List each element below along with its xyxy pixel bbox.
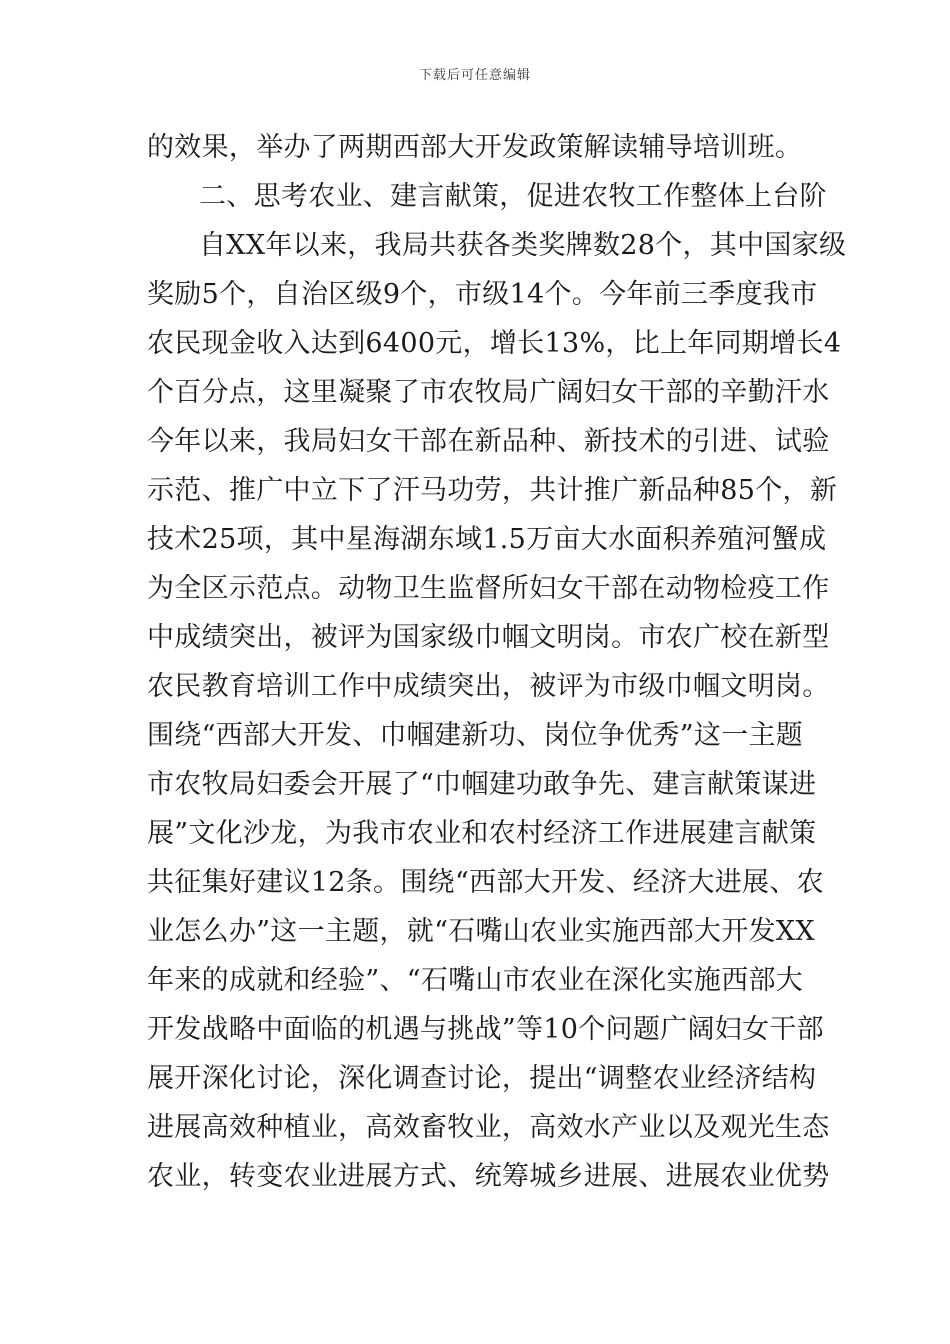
text-line: 业怎么办”这一主题，就“石嘴山农业实施西部大开发XX — [147, 916, 815, 947]
text-line: 奖励5个，自治区级9个，市级14个。今年前三季度我市 — [147, 279, 818, 310]
text-line: 共征集好建议12条。围绕“西部大开发、经济大进展、农 — [147, 867, 824, 898]
text-line: 展开深化讨论，深化调查讨论，提出“调整农业经济结构 — [147, 1063, 817, 1094]
text-line: 开发战略中面临的机遇与挑战”等10个问题广阔妇女干部 — [147, 1014, 824, 1045]
text-line: 年来的成就和经验”、“石嘴山市农业在深化实施西部大 — [147, 965, 804, 996]
document-body — [147, 123, 847, 1201]
text-line: 今年以来，我局妇女干部在新品种、新技术的引进、试验 — [147, 426, 830, 457]
text-line: 市农牧局妇委会开展了“巾帼建功敢争先、建言献策谋进 — [147, 769, 817, 800]
text-line: 的效果，举办了两期西部大开发政策解读辅导培训班。 — [147, 132, 803, 163]
text-line: 农民现金收入达到6400元，增长13%，比上年同期增长4 — [147, 328, 842, 359]
text-line: 农民教育培训工作中成绩突出，被评为市级巾帼文明岗。 — [147, 671, 830, 702]
text-line: 为全区示范点。动物卫生监督所妇女干部在动物检疫工作 — [147, 573, 830, 604]
text-line: 展”文化沙龙，为我市农业和农村经济工作进展建言献策 — [147, 818, 817, 849]
text-line: 个百分点，这里凝聚了市农牧局广阔妇女干部的辛勤汗水 — [147, 377, 830, 408]
text-line: 示范、推广中立下了汗马功劳，共计推广新品种85个，新 — [147, 475, 838, 506]
text-line: 中成绩突出，被评为国家级巾帼文明岗。市农广校在新型 — [147, 622, 830, 653]
text-line: 自XX年以来，我局共获各类奖牌数28个，其中国家级 — [199, 230, 847, 261]
page-header: 下载后可任意编辑 — [418, 68, 531, 83]
text-line: 进展高效种植业，高效畜牧业，高效水产业以及观光生态 — [147, 1112, 830, 1143]
section-heading: 二、思考农业、建言献策，促进农牧工作整体上台阶 — [199, 181, 827, 212]
text-line: 技术25项，其中星海湖东域1.5万亩大水面积养殖河蟹成 — [147, 524, 827, 555]
text-line: 围绕“西部大开发、巾帼建新功、岗位争优秀”这一主题 — [147, 720, 804, 751]
text-line: 农业，转变农业进展方式、统筹城乡进展、进展农业优势 — [147, 1161, 830, 1192]
